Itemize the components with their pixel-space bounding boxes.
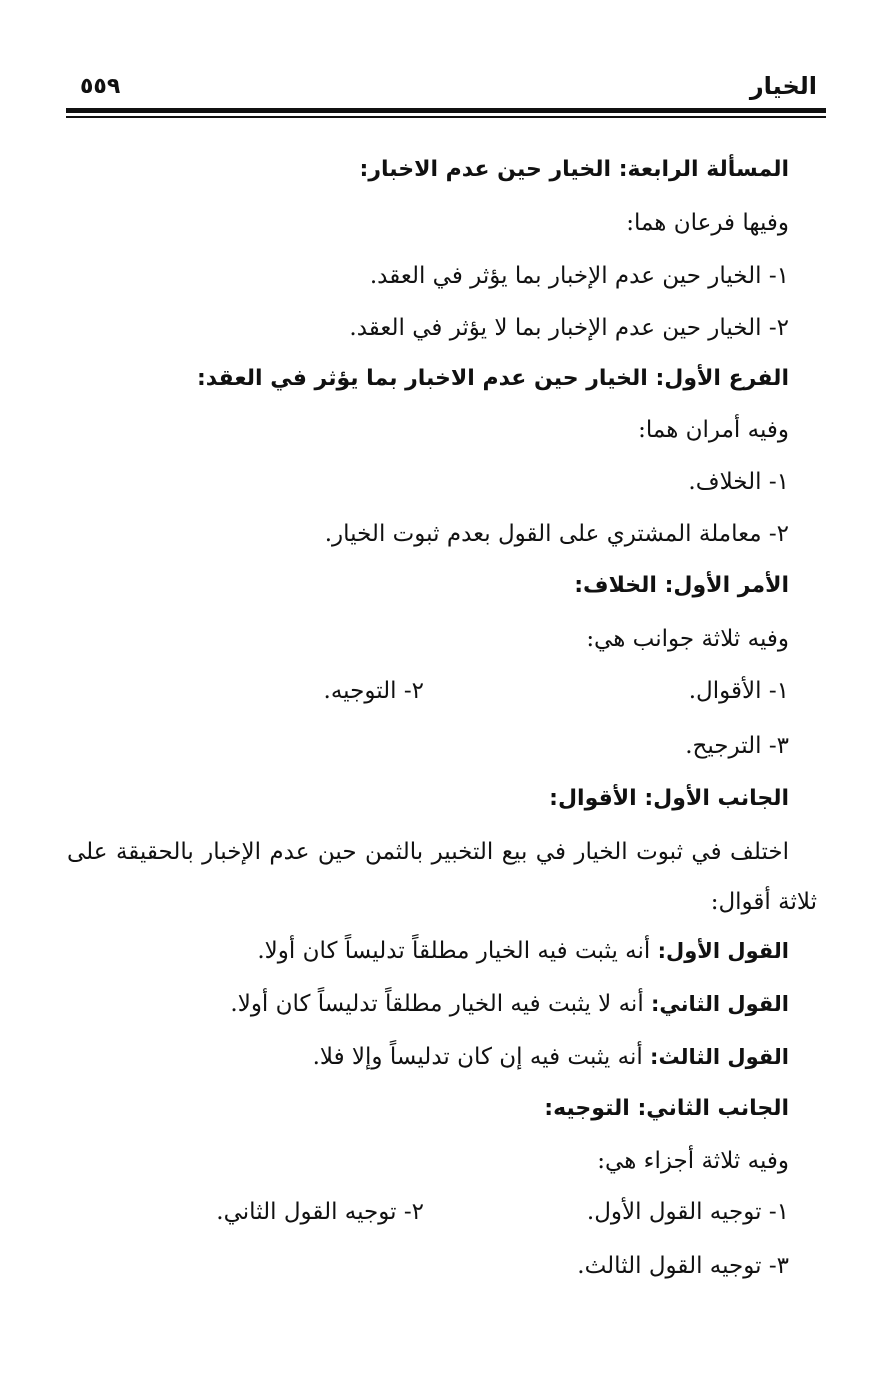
intro-parts: وفيه ثلاثة أجزاء هي:	[597, 1148, 789, 1174]
paragraph-line-2: ثلاثة أقوال:	[710, 889, 817, 915]
intro-branches: وفيها فرعان هما:	[626, 210, 789, 236]
matter-2-item: ٢- معاملة المشتري على القول بعدم ثبوت الخيار.	[324, 521, 789, 547]
page-number: ٥٥٩	[80, 74, 121, 99]
paragraph-line-1: اختلف في ثبوت الخيار في بيع التخبير بالثمن حين عدم الإخبار بالحقيقة على	[67, 839, 789, 865]
opinion-2-text: أنه لا يثبت فيه الخيار مطلقاً تدليساً كان أولا.	[230, 991, 644, 1017]
matter-1-item: ١- الخلاف.	[688, 469, 789, 495]
branch-1-item: ١- الخيار حين عدم الإخبار بما يؤثر في العقد.	[369, 263, 789, 289]
heading-issue-four: المسألة الرابعة: الخيار حين عدم الاخبار:	[359, 157, 789, 182]
running-header-title: الخيار	[749, 72, 817, 100]
aspect-1-item: ١- الأقوال.	[688, 678, 789, 704]
branch-2-item: ٢- الخيار حين عدم الإخبار بما لا يؤثر في العقد.	[349, 315, 789, 341]
aspect-2-item: ٢- التوجيه.	[323, 678, 424, 704]
opinion-3-text: أنه يثبت فيه إن كان تدليساً وإلا فلا.	[312, 1044, 643, 1070]
heading-branch-one: الفرع الأول: الخيار حين عدم الاخبار بما يؤثر في العقد:	[196, 366, 789, 391]
opinion-1-text: أنه يثبت فيه الخيار مطلقاً تدليساً كان أولا.	[257, 938, 651, 964]
part-1-item: ١- توجيه القول الأول.	[586, 1199, 789, 1225]
heading-aspect-one: الجانب الأول: الأقوال:	[549, 786, 789, 811]
intro-aspects: وفيه ثلاثة جوانب هي:	[586, 626, 789, 652]
heading-matter-one: الأمر الأول: الخلاف:	[574, 573, 789, 598]
part-2-item: ٢- توجيه القول الثاني.	[216, 1199, 424, 1225]
header-rule-thick	[66, 108, 826, 113]
opinion-3	[313, 1041, 789, 1073]
opinion-1-label: القول الأول:	[657, 939, 789, 963]
heading-aspect-two: الجانب الثاني: التوجيه:	[544, 1096, 789, 1121]
intro-matters: وفيه أمران هما:	[638, 417, 789, 443]
opinion-1	[257, 935, 789, 967]
aspect-3-item: ٣- الترجيح.	[685, 733, 789, 759]
opinion-3-label: القول الثالث:	[650, 1045, 789, 1069]
opinion-2-label: القول الثاني:	[651, 992, 789, 1016]
opinion-2	[230, 988, 789, 1020]
part-3-item: ٣- توجيه القول الثالث.	[577, 1253, 789, 1279]
header-rule-thin	[66, 116, 826, 118]
